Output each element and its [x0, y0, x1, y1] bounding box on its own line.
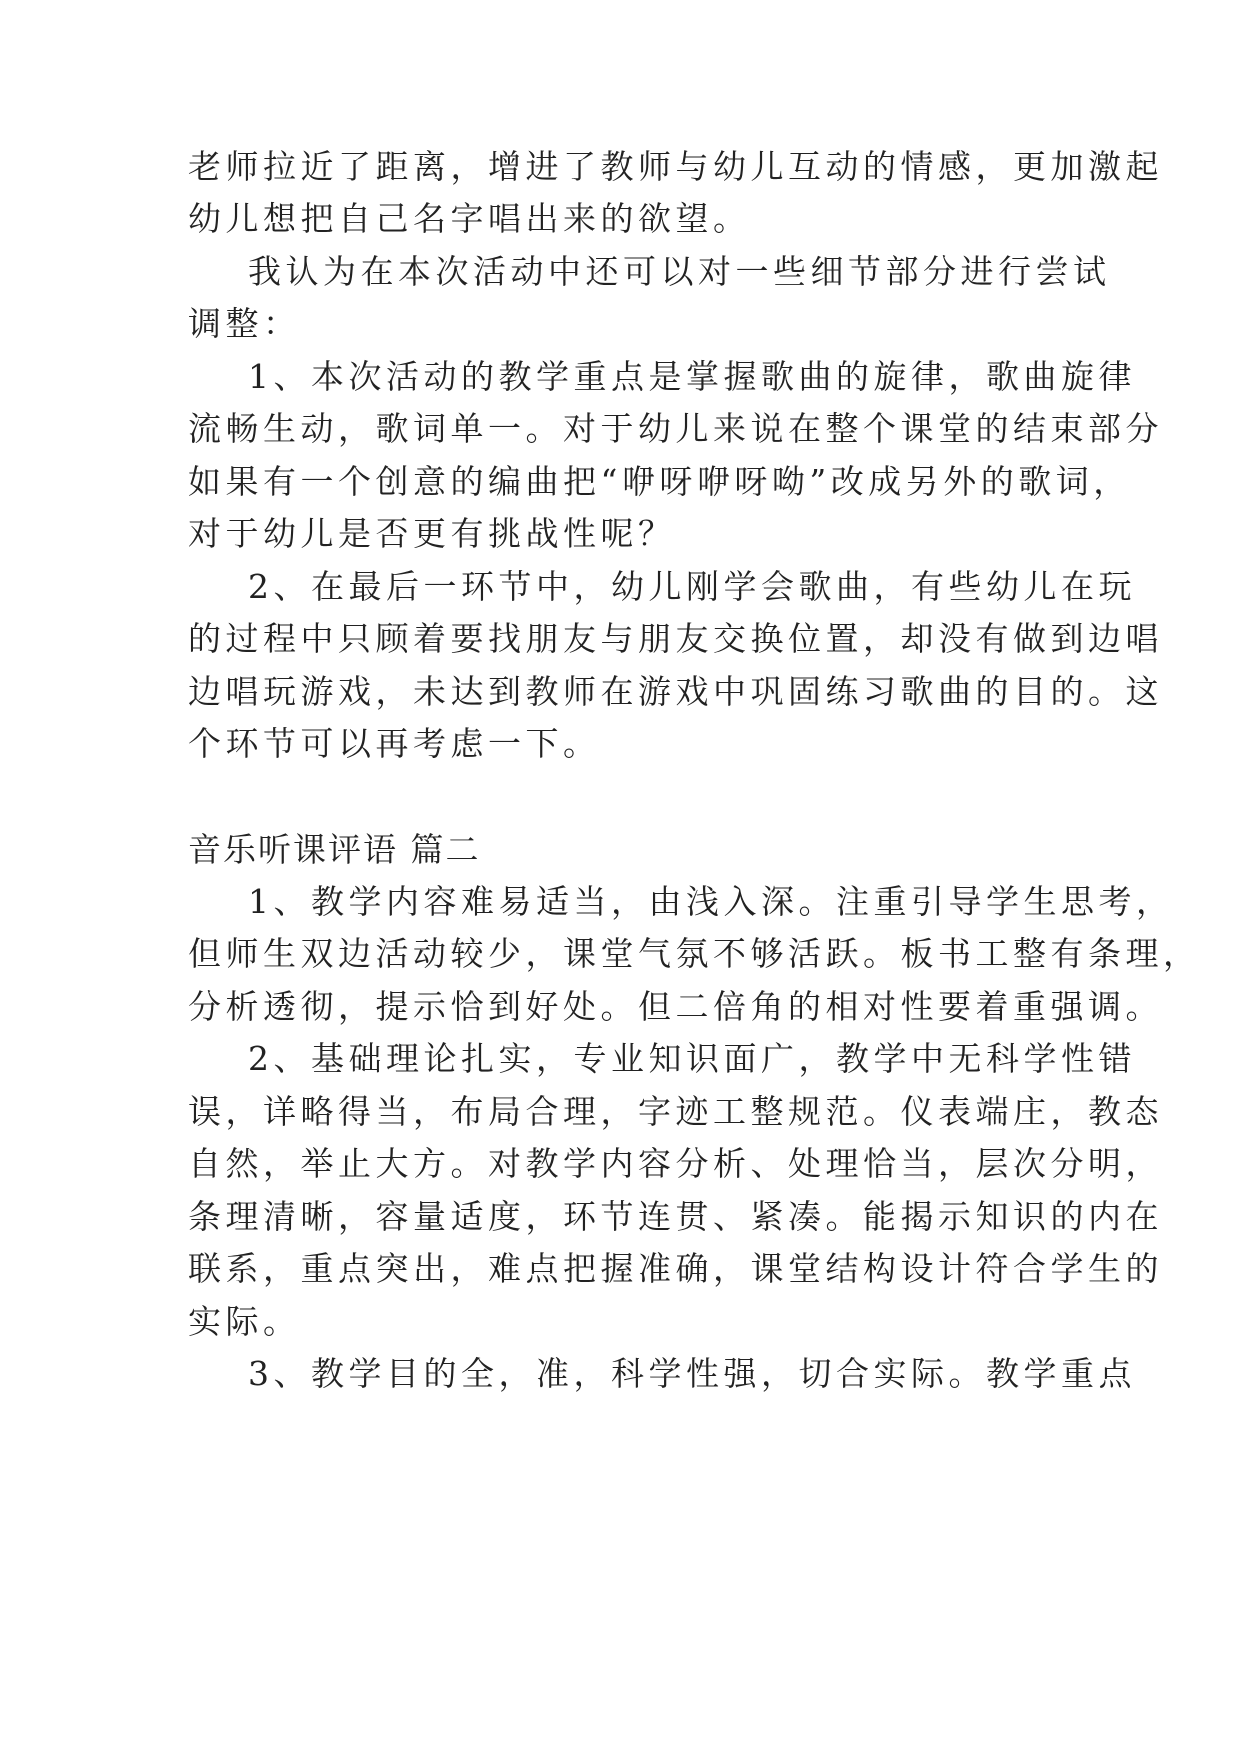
text-line: 误，详略得当，布局合理，字迹工整规范。仪表端庄，教态 [188, 1092, 1163, 1131]
text-line: 的过程中只顾着要找朋友与朋友交换位置，却没有做到边唱 [188, 619, 1163, 658]
list-item-3-first-line: 3、教学目的全，准，科学性强，切合实际。教学重点 [248, 1354, 1136, 1393]
text-line: 个环节可以再考虑一下。 [188, 724, 601, 763]
list-item-2-first-line: 2、在最后一环节中，幼儿刚学会歌曲，有些幼儿在玩 [248, 567, 1136, 606]
list-item-1-first-line: 1、教学内容难易适当，由浅入深。注重引导学生思考， [248, 882, 1174, 921]
list-item-2-first-line: 2、基础理论扎实，专业知识面广，教学中无科学性错 [248, 1039, 1136, 1078]
text-line: 边唱玩游戏，未达到教师在游戏中巩固练习歌曲的目的。这 [188, 672, 1163, 711]
text-line: 调整： [188, 304, 301, 343]
text-line: 分析透彻，提示恰到好处。但二倍角的相对性要着重强调。 [188, 987, 1163, 1026]
list-item-1-first-line: 1、本次活动的教学重点是掌握歌曲的旋律，歌曲旋律 [248, 357, 1136, 396]
section-heading: 音乐听课评语 篇二 [188, 830, 481, 869]
text-line: 如果有一个创意的编曲把“咿呀咿呀呦”改成另外的歌词， [188, 462, 1131, 501]
text-line: 对于幼儿是否更有挑战性呢？ [188, 514, 676, 553]
text-line: 联系，重点突出，难点把握准确，课堂结构设计符合学生的 [188, 1249, 1163, 1288]
text-line: 流畅生动，歌词单一。对于幼儿来说在整个课堂的结束部分 [188, 409, 1163, 448]
text-line: 老师拉近了距离，增进了教师与幼儿互动的情感，更加激起 [188, 147, 1163, 186]
text-line: 幼儿想把自己名字唱出来的欲望。 [188, 199, 751, 238]
text-line: 但师生双边活动较少，课堂气氛不够活跃。板书工整有条理， [188, 934, 1201, 973]
paragraph-first-line: 我认为在本次活动中还可以对一些细节部分进行尝试 [248, 252, 1111, 291]
text-line: 条理清晰，容量适度，环节连贯、紧凑。能揭示知识的内在 [188, 1197, 1163, 1236]
text-line: 自然，举止大方。对教学内容分析、处理恰当，层次分明， [188, 1144, 1163, 1183]
text-line: 实际。 [188, 1302, 301, 1341]
